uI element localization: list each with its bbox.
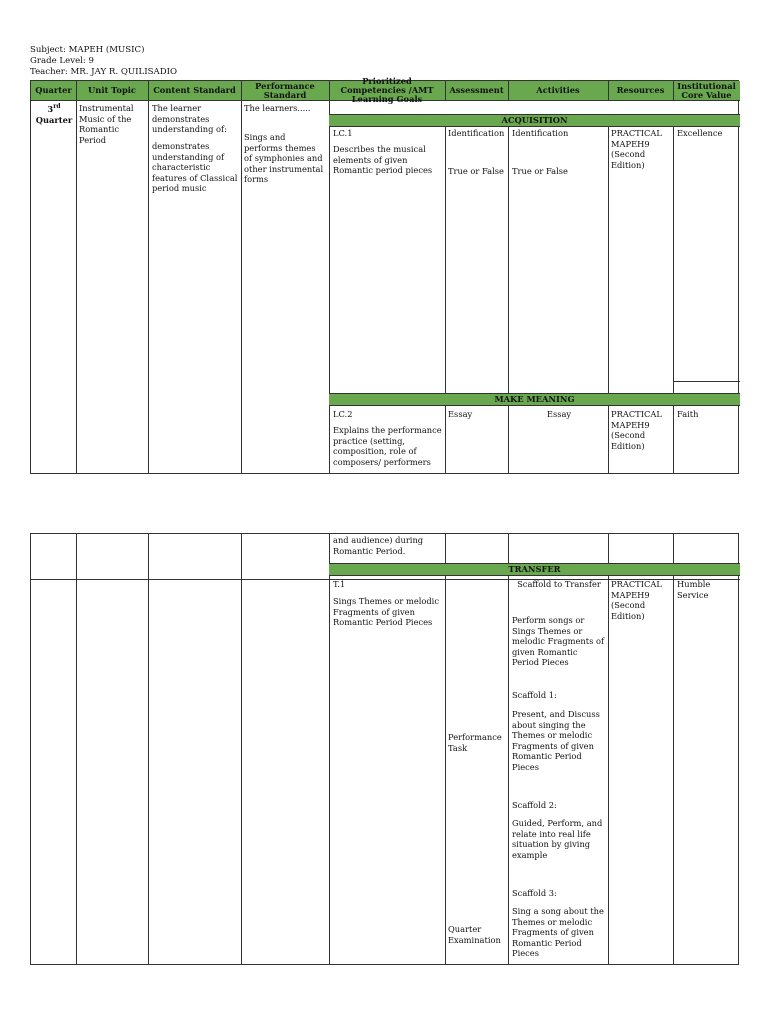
lc2-continuation: and audience) during Romantic Period. [333,535,424,556]
activity-essay: Essay [546,409,572,419]
assessment-essay: Essay [448,409,473,419]
header-assessment: Assessment [445,81,508,101]
activity-identification: Identification [512,128,569,138]
assessment-quarter-exam: Quarter Examination [448,924,501,945]
unit-topic-cell: Instrumental Music of the Romantic Period [79,103,134,145]
header-content-standard: Content Standard [148,81,241,101]
performance-standard-intro: The learners..... [244,103,311,113]
scaffold2-label: Scaffold 2: [512,800,557,810]
subject-line: Subject: MAPEH (MUSIC) [30,45,145,55]
performance-standard-detail: Sings and performs themes of symphonies and other instrumental forms [244,132,324,184]
lc2-code: LC.2 [333,409,353,419]
curriculum-table-page1 [30,76,739,474]
header-unit-topic: Unit Topic [76,81,148,101]
document-meta [30,45,177,78]
resources-acquisition: PRACTICAL MAPEH9 (Second Edition) [611,128,662,170]
scaffold3-text: Sing a song about the Themes or melodic Fragments of given Romantic Period Pieces [512,906,604,958]
quarter-cell: 3rd Quarter [35,103,73,125]
lc1-code: LC.1 [333,128,353,138]
assessment-identification: Identification [448,128,505,138]
lc2-text: Explains the performance practice (setting, composition, role of composers/ performers [333,425,442,467]
resources-make-meaning: PRACTICAL MAPEH9 (Second Edition) [611,409,662,451]
lc1-text: Describes the musical elements of given Romantic period pieces [333,144,433,175]
assessment-performance-task: Performance Task [448,732,502,753]
header-performance-standard: Performance Standard [241,81,329,101]
header-resources: Resources [608,81,673,101]
core-value-faith: Faith [677,409,699,419]
core-value-humble-service: Humble Service [677,579,711,600]
scaffold1-label: Scaffold 1: [512,690,557,700]
header-quarter: Quarter [31,81,76,101]
activity-perform-songs: Perform songs or Sings Themes or melodic Fragments of given Romantic Period Pieces [512,615,605,667]
scaffold-to-transfer: Scaffold to Transfer [517,579,601,589]
core-value-excellence: Excellence [677,128,723,138]
header-activities: Activities [508,81,608,101]
t1-code: T.1 [333,579,346,589]
resources-transfer: PRACTICAL MAPEH9 (Second Edition) [611,579,662,621]
teacher-line: Teacher: MR. JAY R. QUILISADIO [30,67,178,77]
make-meaning-band: MAKE MEANING [329,393,740,406]
acquisition-band: ACQUISITION [329,114,740,127]
activity-true-false: True or False [512,166,568,176]
grade-line: Grade Level: 9 [30,56,94,66]
header-core-value: Institutional Core Value [673,81,740,101]
t1-text: Sings Themes or melodic Fragments of given Romantic Period Pieces [333,596,439,627]
content-standard-intro: The learner demonstrates understanding of: [152,103,227,134]
transfer-band: TRANSFER [329,563,740,576]
curriculum-table-page2 [30,533,739,965]
scaffold3-label: Scaffold 3: [512,888,557,898]
content-standard-detail: demonstrates understanding of characteristic features of Classical period music [152,141,238,193]
header-competencies: Prioritized Competencies /AMT Learning Goals [329,81,445,101]
scaffold1-text: Present, and Discuss about singing the Themes or melodic Fragments of given Romantic Period Pieces [512,709,600,772]
scaffold2-text: Guided, Perform, and relate into real life situation by giving example [512,818,603,860]
assessment-true-false: True or False [448,166,504,176]
